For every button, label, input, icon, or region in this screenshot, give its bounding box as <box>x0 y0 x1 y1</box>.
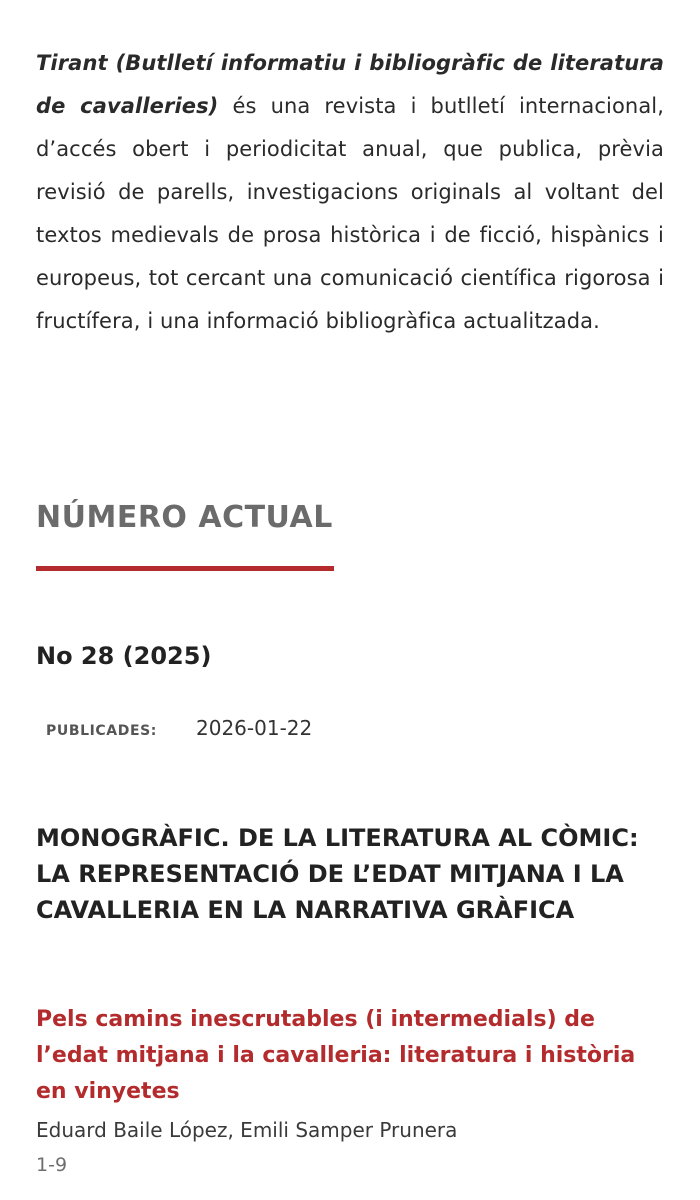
article-title-link[interactable]: Pels camins inescrutables (i intermedials) de l’edat mitjana i la cavalleria: literatura i història en vinyetes <box>36 1007 636 1104</box>
section-heading: MONOGRÀFIC. DE LA LITERATURA AL CÒMIC: LA REPRESENTACIÓ DE L’EDAT MITJANA I LA CAVALLERIA EN LA NARRATIVA GRÀFICA <box>36 824 639 924</box>
journal-description-text: és una revista i butlletí internacional, d’accés obert i periodicitat anual, que publica, prèvia revisió de parells, investigacions originals al voltant del textos medievals de prosa històrica i de ficció, hispànics i europeus, tot cercant una comunicació científica rigorosa i fructífera, i una informació bibliogràfica actualitzada. <box>36 94 664 333</box>
journal-name: Tirant (Butlletí informatiu i bibliogràfic de literatura de cavalleries) <box>36 51 664 118</box>
journal-description <box>36 42 664 343</box>
published-label: PUBLICADES: <box>46 723 158 739</box>
heading-underline <box>36 566 334 571</box>
published-date: 2026-01-22 <box>196 716 313 740</box>
current-issue-heading: NÚMERO ACTUAL <box>36 500 333 535</box>
article-pages: 1-9 <box>36 1154 68 1176</box>
article-authors: Eduard Baile López, Emili Samper Prunera <box>36 1118 458 1142</box>
published-row <box>46 716 312 740</box>
issue-title-link[interactable]: No 28 (2025) <box>36 642 212 670</box>
